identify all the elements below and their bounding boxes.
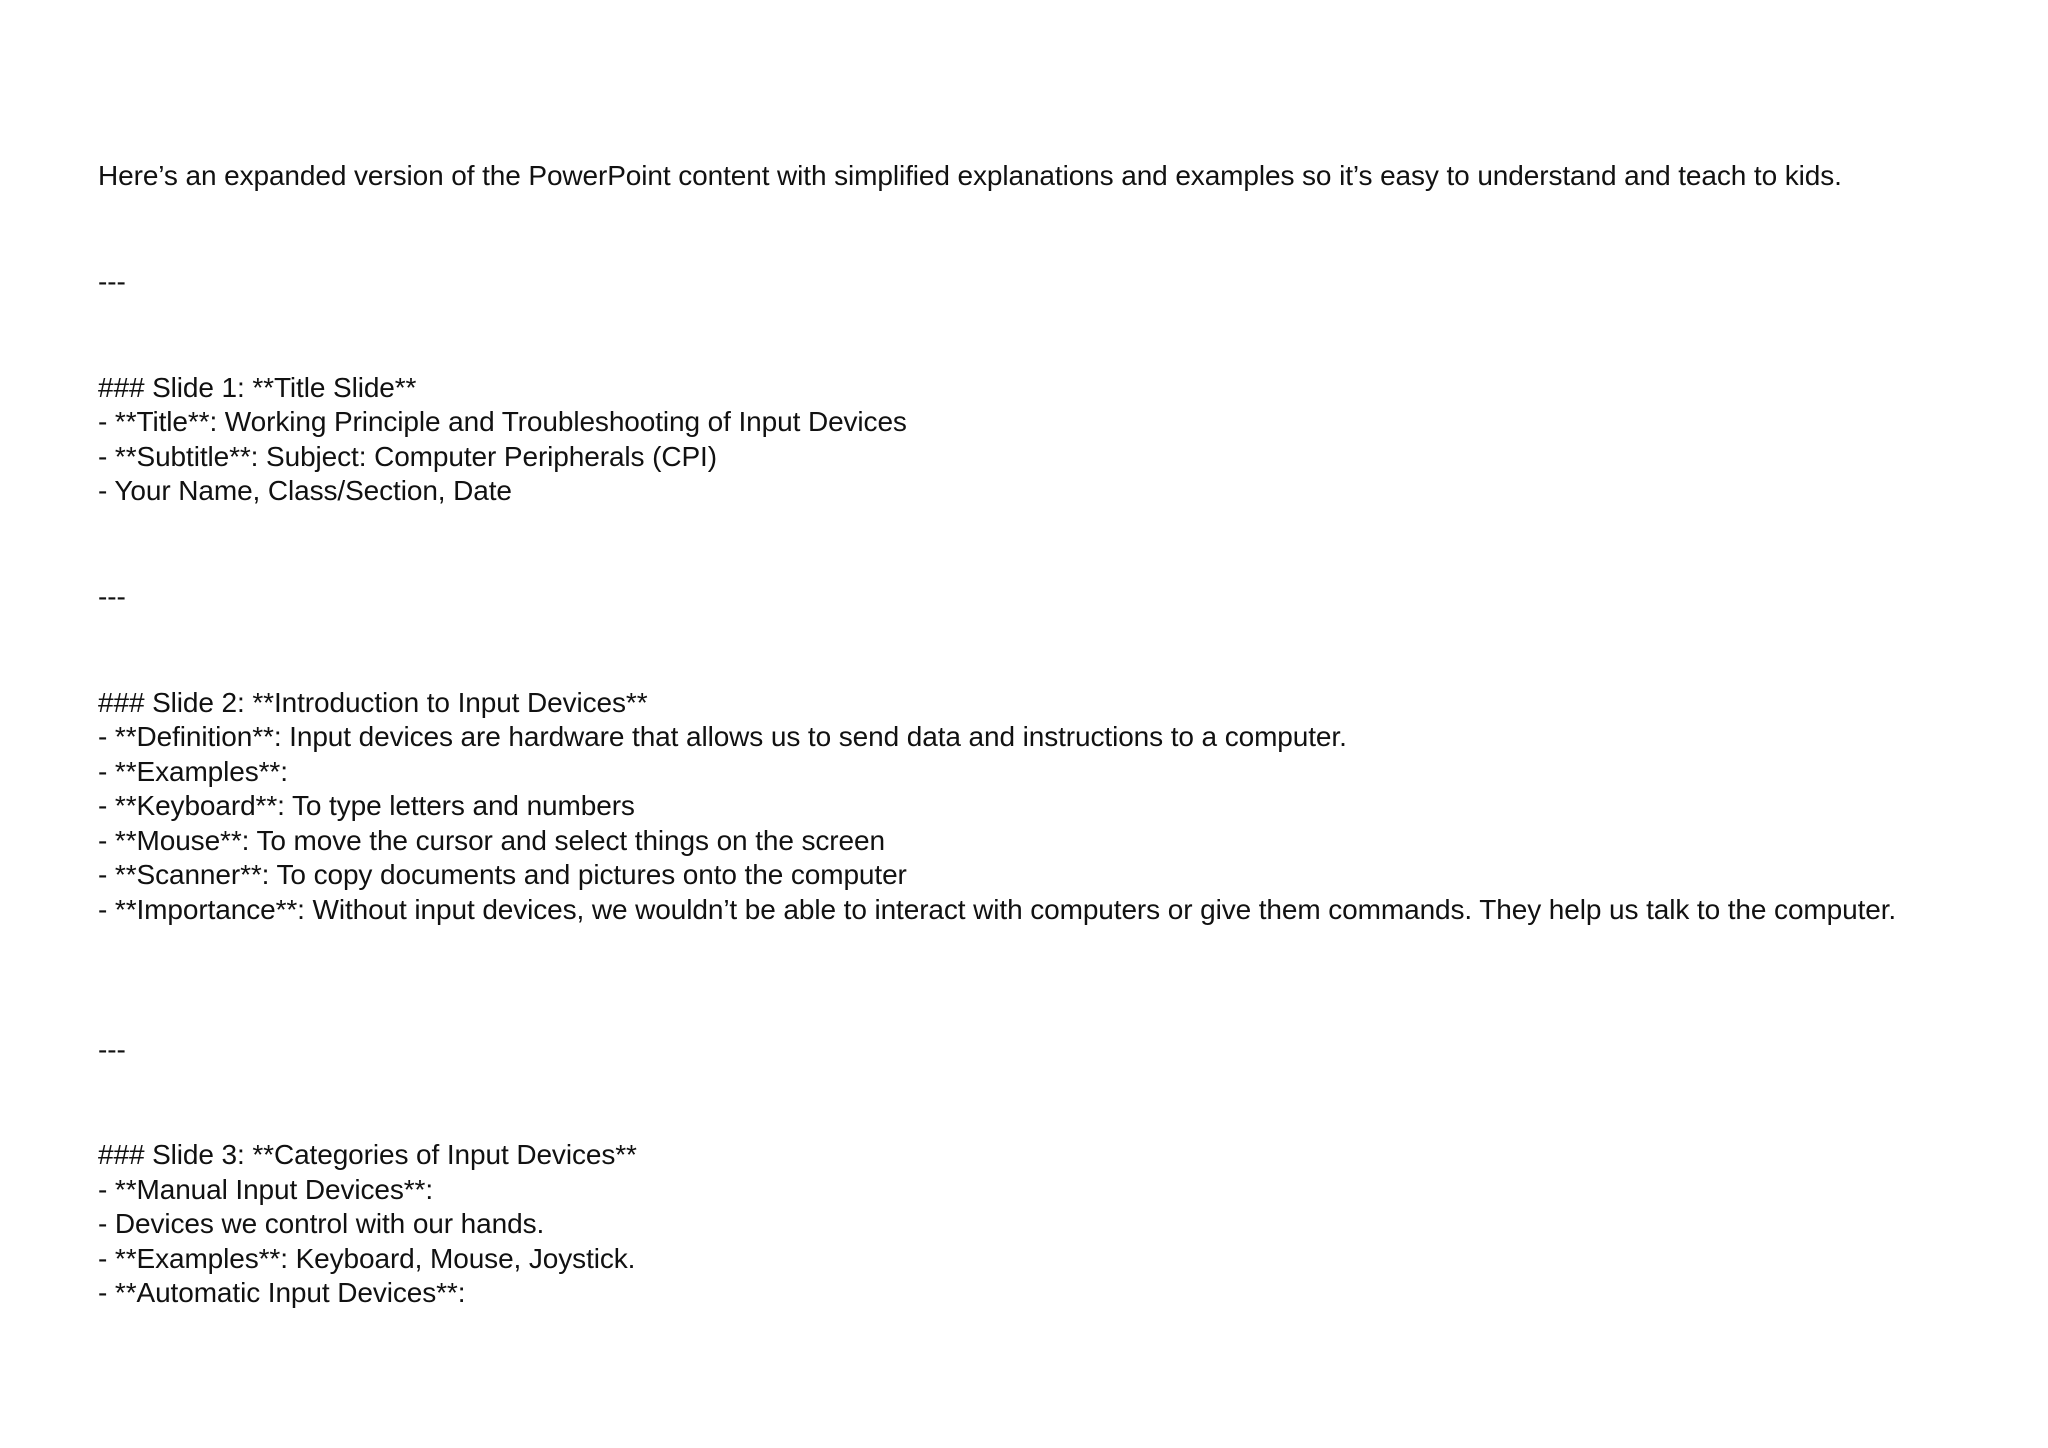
separator: --- [98, 1034, 126, 1065]
intro-paragraph: Here’s an expanded version of the PowerPoint content with simplified explanations and examples so it’s easy to understand and teach to kids. [98, 160, 1842, 191]
separator: --- [98, 581, 126, 612]
slide2-heading: ### Slide 2: **Introduction to Input Devices** [98, 687, 648, 718]
slide2-line: - **Mouse**: To move the cursor and select things on the screen [98, 825, 885, 856]
slide1-line: - **Title**: Working Principle and Troubleshooting of Input Devices [98, 406, 907, 437]
slide3-line: - **Automatic Input Devices**: [98, 1277, 466, 1308]
slide2-line: - **Keyboard**: To type letters and numbers [98, 790, 635, 821]
slide2-line: - **Examples**: [98, 756, 288, 787]
slide1-line: - Your Name, Class/Section, Date [98, 475, 512, 506]
slide3-line: - **Manual Input Devices**: [98, 1174, 434, 1205]
slide3-heading: ### Slide 3: **Categories of Input Devices** [98, 1139, 637, 1170]
slide3-line: - Devices we control with our hands. [98, 1208, 545, 1239]
slide2-line: - **Scanner**: To copy documents and pictures onto the computer [98, 859, 907, 890]
separator: --- [98, 266, 126, 297]
slide2-line: - **Importance**: Without input devices, we wouldn’t be able to interact with computers or give them commands. They help us talk to the computer. [98, 894, 1897, 925]
slide2-line: - **Definition**: Input devices are hardware that allows us to send data and instructions to a computer. [98, 721, 1347, 752]
slide1-heading: ### Slide 1: **Title Slide** [98, 372, 417, 403]
slide3-line: - **Examples**: Keyboard, Mouse, Joystick. [98, 1243, 636, 1274]
slide1-line: - **Subtitle**: Subject: Computer Peripherals (CPI) [98, 441, 717, 472]
